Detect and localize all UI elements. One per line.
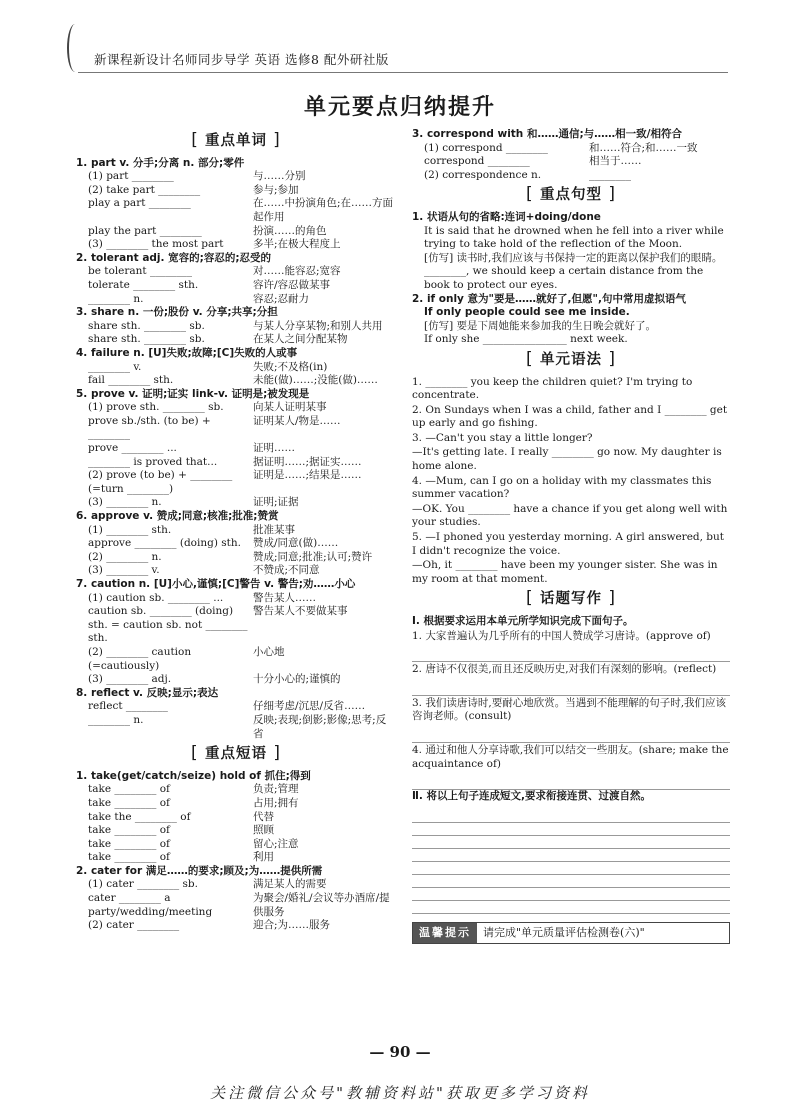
entry-chinese: 为聚会/婚礼/会议等办酒席/提供服务 [253, 892, 390, 918]
writing-question: 1. 大家普遍认为几乎所有的中国人赞成学习唐诗。(approve of) [412, 629, 711, 642]
entry-chinese: 容忍;忍耐力 [253, 292, 310, 305]
entry-chinese: 反映;表现;倒影;影像;思考;反省 [253, 713, 387, 740]
entry-chinese: 相当于…… [589, 155, 642, 168]
entry-english: take the ________ of [88, 810, 191, 823]
entry-row [76, 878, 396, 892]
section-heading-grammar: [ 单元语法 ] [525, 348, 617, 369]
entry-row [76, 225, 396, 239]
entry-row [76, 605, 396, 646]
entry-chinese: 证明某人/物是…… [253, 414, 341, 427]
section-heading-words: [ 重点单词 ] [191, 130, 281, 150]
entry-chinese: 留心;注意 [253, 837, 299, 850]
item-heading: 8. reflect v. 反映;显示;表达 [76, 686, 219, 699]
entry-chinese: 警告某人不要做某事 [253, 605, 348, 618]
entry-row [76, 265, 396, 279]
entry-english: tolerate ________ sth. [88, 278, 199, 291]
grammar-question: —Oh, it ________ have been my younger sister. She was in my room at that moment. [412, 559, 718, 585]
entry-chinese: 仔细考虑/沉思/反省…… [253, 700, 366, 713]
entry-english: ________ n. [88, 292, 144, 305]
entry-english: approve ________ (doing) sth. [88, 537, 241, 550]
grammar-question: —It's getting late. I really ________ go now. My daughter is home alone. [412, 446, 722, 473]
section-title: 单元语法 [540, 351, 602, 368]
section-heading-writing: [ 话题写作 ] [525, 588, 617, 609]
entry-row [76, 919, 396, 933]
entry-english: cater ________ a party/wedding/meeting [88, 892, 213, 918]
header-text: 新课程新设计名师同步导学 英语 选修8 配外研社版 [94, 52, 389, 67]
entry-row [76, 469, 396, 496]
entry-row [76, 170, 396, 184]
entry-chinese: 小心地 [253, 645, 285, 658]
left-content [76, 157, 396, 933]
entry-row [76, 564, 396, 578]
footer-note: 关注微信公众号"教辅资料站"获取更多学习资料 [210, 1084, 590, 1102]
entry-chinese: 扮演……的角色 [253, 224, 327, 237]
entry-chinese: 证明;证据 [253, 496, 299, 509]
tip-text: 请完成"单元质量评估检测卷(六)" [483, 925, 645, 939]
entry-chinese: 负责;管理 [253, 783, 299, 796]
entry-chinese: 失败;不及格(in) [253, 360, 328, 373]
entry-chinese: 和……符合;和……一致 [589, 141, 698, 154]
entry-english: (2) correspondence n. [424, 168, 542, 181]
entry-english: caution sb. ________ (doing) sth. = caution sb. not ________ sth. [88, 605, 248, 645]
entry-english: (2) prove (to be) + ________ (=turn ________) [88, 469, 233, 495]
section-title: 话题写作 [540, 591, 602, 608]
entry-chinese: 赞成;同意;批准;认可;赞许 [253, 550, 373, 563]
section-heading-sentences: [ 重点句型 ] [525, 184, 617, 205]
page-number: — 90 — [369, 1043, 431, 1061]
entry-row [412, 169, 730, 183]
entry-english: ________ v. [88, 360, 142, 373]
entry-row [76, 197, 396, 224]
entry-row [76, 714, 396, 741]
entry-chinese: 代替 [253, 810, 274, 823]
entry-chinese: 满足某人的需要 [253, 878, 327, 891]
entry-english: take ________ of [88, 796, 170, 809]
item-heading: 4. failure n. [U]失败;故障;[C]失败的人或事 [76, 346, 298, 359]
entry-row [76, 456, 396, 470]
grammar-question: 2. On Sundays when I was a child, father and I ________ get up early and go fishing. [412, 403, 728, 430]
entry-row [76, 279, 396, 293]
entry-chinese: 据证明……;据证实…… [253, 455, 362, 468]
entry-english: play a part ________ [88, 197, 191, 210]
entry-chinese: 警告某人…… [253, 591, 316, 604]
entry-english: share sth. ________ sb. [88, 333, 205, 346]
entry-row [76, 783, 396, 797]
imitation-prompt: [仿写] 要是下周她能来参加我的生日晚会就好了。 [424, 319, 657, 332]
writing-task-2: Ⅱ. 将以上句子连成短文,要求衔接连贯、过渡自然。 [412, 790, 652, 803]
entry-row [76, 811, 396, 825]
writing-task-1: Ⅰ. 根据要求运用本单元所学知识完成下面句子。 [412, 615, 634, 627]
imitation-answer-line: If only she ________________ next week. [424, 333, 628, 346]
answer-lines [412, 730, 730, 743]
entry-english: play the part ________ [88, 224, 202, 237]
entry-chinese: 对……能容忍;宽容 [253, 265, 341, 278]
entry-row [412, 155, 730, 169]
entry-row [76, 824, 396, 838]
item-heading: 3. correspond with 和……通信;与……相一致/相符合 [412, 128, 682, 140]
item-heading: 1. 状语从句的省略:连词+doing/done [412, 210, 601, 223]
entry-english: (3) ________ adj. [88, 673, 172, 686]
essay-lines [412, 810, 730, 914]
item-heading: 2. tolerant adj. 宽容的;容忍的;忍受的 [76, 251, 272, 264]
entry-english: (1) cater ________ sb. [88, 878, 198, 891]
section-title: 重点句型 [540, 187, 602, 204]
entry-row [76, 293, 396, 307]
entry-english: (2) cater ________ [88, 919, 180, 932]
entry-chinese: 迎合;为……服务 [253, 919, 331, 932]
item-heading: 6. approve v. 赞成;同意;核准;批准;赞赏 [76, 510, 279, 523]
answer-lines [412, 683, 730, 696]
item-heading: 7. caution n. [U]小心,谨慎;[C]警告 v. 警告;劝……小心 [76, 578, 356, 590]
entry-chinese: 不赞成;不同意 [253, 564, 320, 577]
entry-row [76, 892, 396, 919]
entry-row [76, 524, 396, 538]
grammar-question: 4. —Mum, can I go on a holiday with my classmates this summer vacation? [412, 474, 712, 501]
entry-english: fail ________ sth. [88, 374, 174, 387]
page-title: 单元要点归纳提升 [303, 95, 496, 120]
entry-chinese: 向某人证明某事 [253, 401, 327, 414]
entry-english: (1) caution sb. ________ ... [88, 591, 224, 604]
grammar-question: —OK. You ________ have a chance if you get along well with your studies. [412, 502, 728, 529]
entry-row [76, 851, 396, 865]
right-content [412, 128, 730, 944]
grammar-question: 1. ________ you keep the children quiet? I'm trying to concentrate. [412, 375, 693, 402]
tip-tag: 温馨提示 [413, 923, 477, 943]
entry-chinese: 证明…… [253, 442, 295, 455]
item-heading: 1. part v. 分手;分离 n. 部分;零件 [76, 156, 245, 169]
entry-chinese: 利用 [253, 851, 274, 864]
example-sentence: If only people could see me inside. [424, 306, 630, 319]
entry-chinese: 与某人分享某物;和别人共用 [253, 319, 383, 332]
entry-chinese: 十分小心的;谨慎的 [253, 673, 341, 686]
entry-row [76, 551, 396, 565]
page-header [0, 0, 800, 70]
answer-lines [412, 649, 730, 662]
entry-english: be tolerant ________ [88, 265, 192, 278]
entry-row [76, 700, 396, 714]
writing-question: 3. 我们读唐诗时,要耐心地欣赏。当遇到不能理解的句子时,我们应该咨询老师。(consult) [412, 696, 727, 723]
entry-english: (2) ________ n. [88, 550, 162, 563]
item-heading: 3. share n. 一份;股份 v. 分享;共享;分担 [76, 306, 278, 319]
writing-question: 2. 唐诗不仅很美,而且还反映历史,对我们有深刻的影响。(reflect) [412, 663, 717, 676]
answer-lines [412, 777, 730, 790]
entry-english: (1) ________ sth. [88, 523, 172, 536]
entry-english: take ________ of [88, 783, 170, 796]
entry-english: share sth. ________ sb. [88, 319, 205, 332]
entry-row [76, 333, 396, 347]
entry-row [76, 415, 396, 442]
entry-chinese: 占用;拥有 [253, 796, 299, 809]
entry-chinese: 与……分别 [253, 170, 306, 183]
entry-row [76, 184, 396, 198]
entry-english: prove ________ ... [88, 442, 177, 455]
entry-english: take ________ of [88, 824, 170, 837]
entry-english: take ________ of [88, 851, 170, 864]
entry-english: (2) take part ________ [88, 183, 201, 196]
item-heading: 2. cater for 满足……的要求;顾及;为……提供所需 [76, 864, 323, 877]
entry-chinese: 容许/容忍做某事 [253, 278, 331, 291]
entry-english: prove sb./sth. (to be) + ________ [88, 414, 211, 441]
entry-chinese: 在……中扮演角色;在……方面起作用 [253, 197, 394, 223]
entry-english: (3) ________ n. [88, 496, 162, 509]
entry-chinese: ________ [589, 168, 631, 181]
entry-chinese: 参与;参加 [253, 183, 299, 196]
entry-row [76, 646, 396, 673]
entry-row [76, 374, 396, 388]
header-rule [78, 72, 728, 73]
section-heading-phrases: [ 重点短语 ] [190, 743, 282, 764]
item-heading: 5. prove v. 证明;证实 link-v. 证明是;被发现是 [76, 387, 310, 400]
entry-english: ________ n. [88, 713, 144, 726]
entry-chinese: 批准某事 [253, 523, 295, 536]
entry-english: (3) ________ the most part [88, 238, 224, 251]
imitation-answer-line: ________, we should keep a certain distance from the book to protect our eyes. [424, 265, 704, 291]
entry-english: (1) part ________ [88, 170, 174, 183]
item-heading: 1. take(get/catch/seize) hold of 抓住;得到 [76, 769, 311, 782]
entry-row [76, 838, 396, 852]
entry-row [76, 537, 396, 551]
entry-row [76, 673, 396, 687]
entry-chinese: 多半;在极大程度上 [253, 238, 341, 251]
entry-row [76, 238, 396, 252]
grammar-question: 3. —Can't you stay a little longer? [412, 431, 593, 444]
entry-row [76, 320, 396, 334]
entry-chinese: 证明是……;结果是…… [253, 469, 362, 482]
entry-chinese: 照顾 [253, 824, 274, 837]
entry-chinese: 未能(做)……;没能(做)…… [253, 374, 378, 387]
entry-chinese: 在某人之间分配某物 [253, 333, 348, 346]
item-heading: 2. if only 意为"要是……就好了,但愿",句中常用虚拟语气 [412, 292, 686, 305]
entry-english: reflect ________ [88, 700, 168, 713]
entry-row [76, 496, 396, 510]
left-column [76, 128, 396, 933]
right-column [412, 128, 730, 944]
imitation-prompt: [仿写] 读书时,我们应该与书保持一定的距离以保护我们的眼睛。 [424, 251, 723, 264]
entry-row [76, 442, 396, 456]
entry-english: (3) ________ v. [88, 564, 160, 577]
example-sentence: It is said that he drowned when he fell into a river while trying to take hold of the reflection of the Moon. [424, 224, 724, 251]
entry-row [76, 592, 396, 606]
entry-row [76, 361, 396, 375]
entry-row [412, 142, 730, 156]
entry-english: (1) prove sth. ________ sb. [88, 401, 224, 414]
entry-row [76, 401, 396, 415]
writing-question: 4. 通过和他人分享诗歌,我们可以结交一些朋友。(share; make the acquaintance of) [412, 743, 729, 770]
grammar-question: 5. —I phoned you yesterday morning. A girl answered, but I didn't recognize the voice. [412, 531, 725, 557]
entry-chinese: 赞成/同意(做)…… [253, 537, 339, 550]
entry-english: (1) correspond ________ [424, 141, 548, 154]
entry-english: ________ is proved that... [88, 455, 218, 468]
entry-row [76, 797, 396, 811]
entry-english: take ________ of [88, 837, 170, 850]
tip-box [412, 922, 730, 944]
section-title: 重点短语 [205, 746, 267, 763]
header-arc-ornament [67, 24, 83, 72]
entry-english: correspond ________ [424, 155, 530, 168]
entry-english: (2) ________ caution (=cautiously) [88, 645, 192, 672]
